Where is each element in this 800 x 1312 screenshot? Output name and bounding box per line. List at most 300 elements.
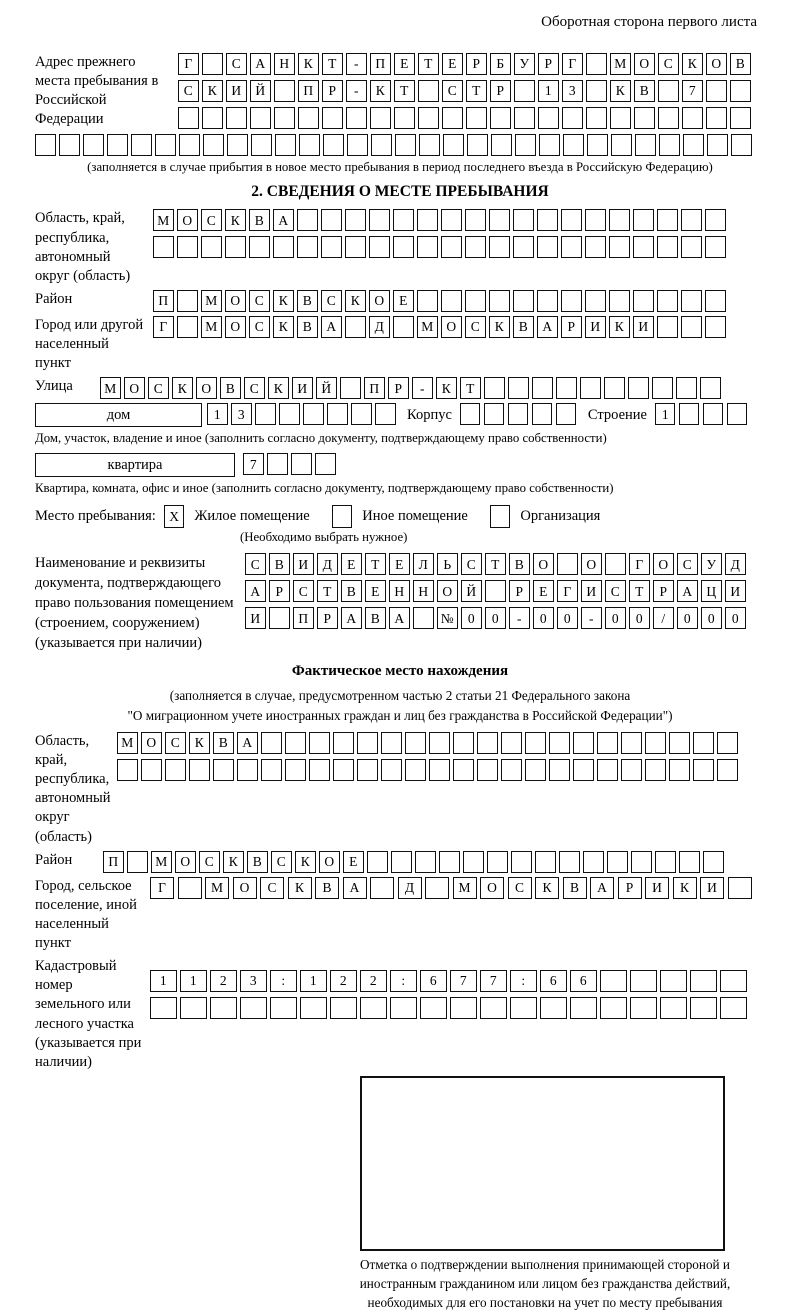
char-cell[interactable] — [705, 290, 726, 312]
char-cell[interactable]: О — [233, 877, 257, 899]
char-cell[interactable]: К — [223, 851, 244, 873]
char-cell[interactable]: Г — [178, 53, 199, 75]
char-cell[interactable]: Р — [653, 580, 674, 602]
char-cell[interactable] — [381, 759, 402, 781]
char-cell[interactable] — [419, 134, 440, 156]
char-cell[interactable] — [621, 732, 642, 754]
char-cell[interactable]: Й — [461, 580, 482, 602]
char-cell[interactable] — [525, 759, 546, 781]
char-cell[interactable]: О — [480, 877, 504, 899]
char-cell[interactable]: С — [442, 80, 463, 102]
char-cell[interactable]: Р — [466, 53, 487, 75]
char-cell[interactable]: И — [585, 316, 606, 338]
char-cell[interactable]: О — [225, 316, 246, 338]
char-cell[interactable]: 1 — [538, 80, 559, 102]
document-row-1[interactable] — [245, 553, 749, 575]
char-cell[interactable]: Е — [365, 580, 386, 602]
char-cell[interactable]: С — [658, 53, 679, 75]
char-cell[interactable] — [417, 236, 438, 258]
char-cell[interactable]: Г — [153, 316, 174, 338]
char-cell[interactable] — [285, 732, 306, 754]
char-cell[interactable]: В — [341, 580, 362, 602]
char-cell[interactable] — [405, 759, 426, 781]
char-cell[interactable] — [549, 732, 570, 754]
char-cell[interactable]: 1 — [655, 403, 676, 425]
char-cell[interactable]: О — [319, 851, 340, 873]
char-cell[interactable] — [630, 970, 657, 992]
char-cell[interactable] — [611, 134, 632, 156]
char-cell[interactable]: И — [292, 377, 313, 399]
kvartira-cells[interactable] — [243, 453, 339, 475]
char-cell[interactable]: М — [453, 877, 477, 899]
char-cell[interactable]: М — [417, 316, 438, 338]
char-cell[interactable]: Е — [341, 553, 362, 575]
kvartira-type-box[interactable]: квартира — [35, 453, 235, 477]
factual-oblast-row-2[interactable] — [117, 759, 741, 781]
char-cell[interactable] — [261, 759, 282, 781]
char-cell[interactable] — [610, 107, 631, 129]
char-cell[interactable]: С — [226, 53, 247, 75]
char-cell[interactable] — [429, 759, 450, 781]
char-cell[interactable] — [323, 134, 344, 156]
char-cell[interactable]: М — [201, 290, 222, 312]
char-cell[interactable]: К — [682, 53, 703, 75]
char-cell[interactable]: К — [535, 877, 559, 899]
char-cell[interactable] — [657, 290, 678, 312]
char-cell[interactable] — [658, 107, 679, 129]
char-cell[interactable] — [165, 759, 186, 781]
char-cell[interactable] — [345, 209, 366, 231]
char-cell[interactable]: 7 — [450, 970, 477, 992]
document-row-3[interactable] — [245, 607, 749, 629]
stroenie-cells[interactable] — [655, 403, 751, 425]
char-cell[interactable] — [690, 970, 717, 992]
char-cell[interactable]: М — [201, 316, 222, 338]
char-cell[interactable]: - — [509, 607, 530, 629]
char-cell[interactable]: К — [273, 290, 294, 312]
char-cell[interactable]: Т — [418, 53, 439, 75]
char-cell[interactable] — [418, 107, 439, 129]
char-cell[interactable] — [417, 209, 438, 231]
char-cell[interactable]: А — [677, 580, 698, 602]
char-cell[interactable] — [467, 134, 488, 156]
char-cell[interactable]: Т — [466, 80, 487, 102]
char-cell[interactable] — [394, 107, 415, 129]
char-cell[interactable]: В — [563, 877, 587, 899]
char-cell[interactable] — [720, 997, 747, 1019]
char-cell[interactable]: А — [321, 316, 342, 338]
char-cell[interactable] — [177, 236, 198, 258]
char-cell[interactable] — [203, 134, 224, 156]
char-cell[interactable] — [381, 732, 402, 754]
char-cell[interactable] — [202, 53, 223, 75]
char-cell[interactable] — [273, 236, 294, 258]
char-cell[interactable] — [465, 236, 486, 258]
char-cell[interactable] — [573, 759, 594, 781]
char-cell[interactable] — [300, 997, 327, 1019]
char-cell[interactable]: : — [510, 970, 537, 992]
char-cell[interactable] — [660, 970, 687, 992]
char-cell[interactable]: Ь — [437, 553, 458, 575]
char-cell[interactable]: 3 — [562, 80, 583, 102]
char-cell[interactable] — [508, 403, 529, 425]
char-cell[interactable] — [415, 851, 436, 873]
char-cell[interactable]: А — [537, 316, 558, 338]
char-cell[interactable] — [657, 316, 678, 338]
char-cell[interactable] — [367, 851, 388, 873]
char-cell[interactable] — [652, 377, 673, 399]
char-cell[interactable] — [202, 107, 223, 129]
char-cell[interactable]: П — [293, 607, 314, 629]
char-cell[interactable] — [532, 377, 553, 399]
char-cell[interactable] — [693, 759, 714, 781]
char-cell[interactable] — [679, 403, 700, 425]
char-cell[interactable]: - — [412, 377, 433, 399]
char-cell[interactable]: 0 — [461, 607, 482, 629]
char-cell[interactable]: И — [645, 877, 669, 899]
char-cell[interactable] — [586, 80, 607, 102]
char-cell[interactable]: О — [369, 290, 390, 312]
char-cell[interactable] — [321, 236, 342, 258]
char-cell[interactable] — [237, 759, 258, 781]
char-cell[interactable] — [658, 80, 679, 102]
char-cell[interactable]: Н — [274, 53, 295, 75]
char-cell[interactable]: Г — [629, 553, 650, 575]
char-cell[interactable] — [515, 134, 536, 156]
char-cell[interactable] — [485, 580, 506, 602]
char-cell[interactable]: И — [581, 580, 602, 602]
char-cell[interactable] — [597, 732, 618, 754]
char-cell[interactable] — [465, 290, 486, 312]
char-cell[interactable]: 0 — [605, 607, 626, 629]
char-cell[interactable] — [669, 759, 690, 781]
char-cell[interactable] — [441, 209, 462, 231]
char-cell[interactable] — [477, 732, 498, 754]
char-cell[interactable] — [357, 759, 378, 781]
char-cell[interactable] — [511, 851, 532, 873]
char-cell[interactable]: С — [293, 580, 314, 602]
char-cell[interactable] — [513, 209, 534, 231]
char-cell[interactable] — [487, 851, 508, 873]
char-cell[interactable]: 3 — [231, 403, 252, 425]
char-cell[interactable]: А — [341, 607, 362, 629]
char-cell[interactable] — [346, 107, 367, 129]
dom-number-cells[interactable] — [207, 403, 399, 425]
char-cell[interactable] — [537, 290, 558, 312]
char-cell[interactable] — [501, 759, 522, 781]
char-cell[interactable] — [395, 134, 416, 156]
char-cell[interactable] — [657, 236, 678, 258]
char-cell[interactable]: О — [533, 553, 554, 575]
char-cell[interactable]: С — [245, 553, 266, 575]
char-cell[interactable]: В — [730, 53, 751, 75]
char-cell[interactable]: О — [634, 53, 655, 75]
char-cell[interactable] — [360, 997, 387, 1019]
char-cell[interactable] — [630, 997, 657, 1019]
char-cell[interactable] — [480, 997, 507, 1019]
char-cell[interactable] — [225, 236, 246, 258]
char-cell[interactable]: Е — [393, 290, 414, 312]
char-cell[interactable] — [153, 236, 174, 258]
prev-address-row-1[interactable] — [178, 53, 754, 75]
char-cell[interactable] — [683, 134, 704, 156]
char-cell[interactable]: В — [315, 877, 339, 899]
char-cell[interactable] — [586, 53, 607, 75]
char-cell[interactable]: У — [701, 553, 722, 575]
char-cell[interactable] — [369, 236, 390, 258]
char-cell[interactable]: Е — [394, 53, 415, 75]
char-cell[interactable] — [333, 759, 354, 781]
char-cell[interactable] — [489, 290, 510, 312]
char-cell[interactable] — [585, 209, 606, 231]
char-cell[interactable] — [442, 107, 463, 129]
char-cell[interactable] — [561, 290, 582, 312]
char-cell[interactable]: С — [199, 851, 220, 873]
factual-oblast-row-1[interactable] — [117, 732, 741, 754]
char-cell[interactable]: / — [653, 607, 674, 629]
char-cell[interactable] — [727, 403, 748, 425]
char-cell[interactable]: 1 — [150, 970, 177, 992]
char-cell[interactable] — [681, 316, 702, 338]
char-cell[interactable] — [700, 377, 721, 399]
char-cell[interactable]: К — [345, 290, 366, 312]
char-cell[interactable]: К — [268, 377, 289, 399]
char-cell[interactable]: Т — [365, 553, 386, 575]
char-cell[interactable] — [597, 759, 618, 781]
char-cell[interactable]: С — [605, 580, 626, 602]
char-cell[interactable]: Н — [413, 580, 434, 602]
char-cell[interactable] — [532, 403, 553, 425]
char-cell[interactable]: Д — [725, 553, 746, 575]
char-cell[interactable] — [226, 107, 247, 129]
char-cell[interactable]: 7 — [480, 970, 507, 992]
char-cell[interactable]: Т — [460, 377, 481, 399]
char-cell[interactable]: 0 — [533, 607, 554, 629]
char-cell[interactable]: И — [725, 580, 746, 602]
char-cell[interactable]: К — [225, 209, 246, 231]
char-cell[interactable]: О — [177, 209, 198, 231]
char-cell[interactable] — [131, 134, 152, 156]
char-cell[interactable] — [607, 851, 628, 873]
char-cell[interactable] — [705, 236, 726, 258]
char-cell[interactable]: 1 — [300, 970, 327, 992]
char-cell[interactable] — [659, 134, 680, 156]
char-cell[interactable] — [731, 134, 752, 156]
dom-type-box[interactable]: дом — [35, 403, 202, 427]
char-cell[interactable]: С — [321, 290, 342, 312]
char-cell[interactable]: Д — [398, 877, 422, 899]
char-cell[interactable]: У — [514, 53, 535, 75]
char-cell[interactable]: 0 — [725, 607, 746, 629]
char-cell[interactable] — [357, 732, 378, 754]
char-cell[interactable] — [420, 997, 447, 1019]
char-cell[interactable] — [580, 377, 601, 399]
char-cell[interactable] — [213, 759, 234, 781]
char-cell[interactable] — [525, 732, 546, 754]
char-cell[interactable] — [441, 236, 462, 258]
char-cell[interactable]: В — [249, 209, 270, 231]
char-cell[interactable]: П — [103, 851, 124, 873]
char-cell[interactable] — [460, 403, 481, 425]
char-cell[interactable] — [429, 732, 450, 754]
char-cell[interactable]: Т — [485, 553, 506, 575]
char-cell[interactable]: Т — [317, 580, 338, 602]
char-cell[interactable]: О — [225, 290, 246, 312]
char-cell[interactable] — [249, 236, 270, 258]
checkbox-inoe[interactable] — [332, 505, 353, 528]
char-cell[interactable]: П — [364, 377, 385, 399]
char-cell[interactable] — [556, 403, 577, 425]
ulitsa-row[interactable] — [100, 377, 724, 399]
char-cell[interactable] — [117, 759, 138, 781]
char-cell[interactable] — [177, 316, 198, 338]
char-cell[interactable]: Г — [150, 877, 174, 899]
char-cell[interactable] — [693, 732, 714, 754]
char-cell[interactable]: 0 — [677, 607, 698, 629]
char-cell[interactable] — [484, 377, 505, 399]
char-cell[interactable]: К — [673, 877, 697, 899]
char-cell[interactable] — [345, 316, 366, 338]
char-cell[interactable]: С — [249, 316, 270, 338]
char-cell[interactable] — [59, 134, 80, 156]
char-cell[interactable] — [285, 759, 306, 781]
char-cell[interactable] — [501, 732, 522, 754]
char-cell[interactable] — [393, 316, 414, 338]
char-cell[interactable]: О — [706, 53, 727, 75]
char-cell[interactable] — [35, 134, 56, 156]
char-cell[interactable] — [705, 209, 726, 231]
char-cell[interactable] — [425, 877, 449, 899]
prev-address-row-3[interactable] — [178, 107, 754, 129]
char-cell[interactable] — [491, 134, 512, 156]
char-cell[interactable] — [633, 290, 654, 312]
char-cell[interactable] — [179, 134, 200, 156]
char-cell[interactable] — [681, 236, 702, 258]
char-cell[interactable] — [676, 377, 697, 399]
char-cell[interactable] — [255, 403, 276, 425]
char-cell[interactable]: К — [489, 316, 510, 338]
char-cell[interactable]: 3 — [240, 970, 267, 992]
char-cell[interactable] — [279, 403, 300, 425]
char-cell[interactable] — [537, 236, 558, 258]
char-cell[interactable]: С — [677, 553, 698, 575]
char-cell[interactable]: К — [273, 316, 294, 338]
char-cell[interactable] — [369, 209, 390, 231]
char-cell[interactable] — [717, 732, 738, 754]
char-cell[interactable]: Р — [509, 580, 530, 602]
char-cell[interactable] — [508, 377, 529, 399]
char-cell[interactable]: В — [365, 607, 386, 629]
char-cell[interactable]: Е — [533, 580, 554, 602]
char-cell[interactable]: С — [165, 732, 186, 754]
char-cell[interactable] — [730, 80, 751, 102]
char-cell[interactable] — [418, 80, 439, 102]
char-cell[interactable] — [309, 732, 330, 754]
char-cell[interactable] — [453, 759, 474, 781]
char-cell[interactable]: С — [465, 316, 486, 338]
char-cell[interactable]: Т — [629, 580, 650, 602]
char-cell[interactable]: : — [390, 970, 417, 992]
char-cell[interactable] — [609, 290, 630, 312]
char-cell[interactable] — [250, 107, 271, 129]
char-cell[interactable]: Г — [557, 580, 578, 602]
char-cell[interactable] — [557, 553, 578, 575]
char-cell[interactable] — [562, 107, 583, 129]
char-cell[interactable]: И — [293, 553, 314, 575]
char-cell[interactable]: В — [634, 80, 655, 102]
char-cell[interactable] — [605, 553, 626, 575]
char-cell[interactable] — [561, 236, 582, 258]
char-cell[interactable] — [417, 290, 438, 312]
char-cell[interactable] — [298, 107, 319, 129]
char-cell[interactable]: С — [148, 377, 169, 399]
char-cell[interactable] — [210, 997, 237, 1019]
char-cell[interactable] — [586, 107, 607, 129]
char-cell[interactable] — [604, 377, 625, 399]
char-cell[interactable]: С — [249, 290, 270, 312]
char-cell[interactable]: 1 — [207, 403, 228, 425]
char-cell[interactable] — [201, 236, 222, 258]
char-cell[interactable] — [682, 107, 703, 129]
factual-gorod-row[interactable] — [150, 877, 755, 899]
char-cell[interactable]: 7 — [682, 80, 703, 102]
char-cell[interactable] — [327, 403, 348, 425]
char-cell[interactable]: Р — [618, 877, 642, 899]
char-cell[interactable] — [370, 877, 394, 899]
char-cell[interactable] — [489, 209, 510, 231]
char-cell[interactable]: П — [370, 53, 391, 75]
char-cell[interactable]: - — [346, 53, 367, 75]
char-cell[interactable]: С — [260, 877, 284, 899]
char-cell[interactable] — [600, 970, 627, 992]
char-cell[interactable] — [720, 970, 747, 992]
char-cell[interactable]: Т — [394, 80, 415, 102]
char-cell[interactable]: А — [590, 877, 614, 899]
char-cell[interactable]: С — [461, 553, 482, 575]
kadastr-row-2[interactable] — [150, 997, 750, 1019]
char-cell[interactable]: : — [270, 970, 297, 992]
char-cell[interactable] — [309, 759, 330, 781]
char-cell[interactable] — [227, 134, 248, 156]
char-cell[interactable] — [583, 851, 604, 873]
char-cell[interactable]: О — [124, 377, 145, 399]
char-cell[interactable] — [489, 236, 510, 258]
korpus-cells[interactable] — [460, 403, 580, 425]
char-cell[interactable] — [453, 732, 474, 754]
char-cell[interactable] — [463, 851, 484, 873]
char-cell[interactable] — [634, 107, 655, 129]
char-cell[interactable] — [513, 236, 534, 258]
char-cell[interactable] — [513, 290, 534, 312]
char-cell[interactable]: П — [153, 290, 174, 312]
char-cell[interactable]: Е — [442, 53, 463, 75]
char-cell[interactable] — [322, 107, 343, 129]
char-cell[interactable]: И — [226, 80, 247, 102]
char-cell[interactable]: № — [437, 607, 458, 629]
char-cell[interactable] — [621, 759, 642, 781]
char-cell[interactable] — [681, 209, 702, 231]
char-cell[interactable] — [261, 732, 282, 754]
char-cell[interactable] — [439, 851, 460, 873]
char-cell[interactable] — [321, 209, 342, 231]
char-cell[interactable]: 1 — [180, 970, 207, 992]
char-cell[interactable] — [393, 236, 414, 258]
char-cell[interactable] — [540, 997, 567, 1019]
char-cell[interactable] — [347, 134, 368, 156]
char-cell[interactable] — [375, 403, 396, 425]
char-cell[interactable] — [391, 851, 412, 873]
checkbox-organizatsiya[interactable] — [490, 505, 511, 528]
